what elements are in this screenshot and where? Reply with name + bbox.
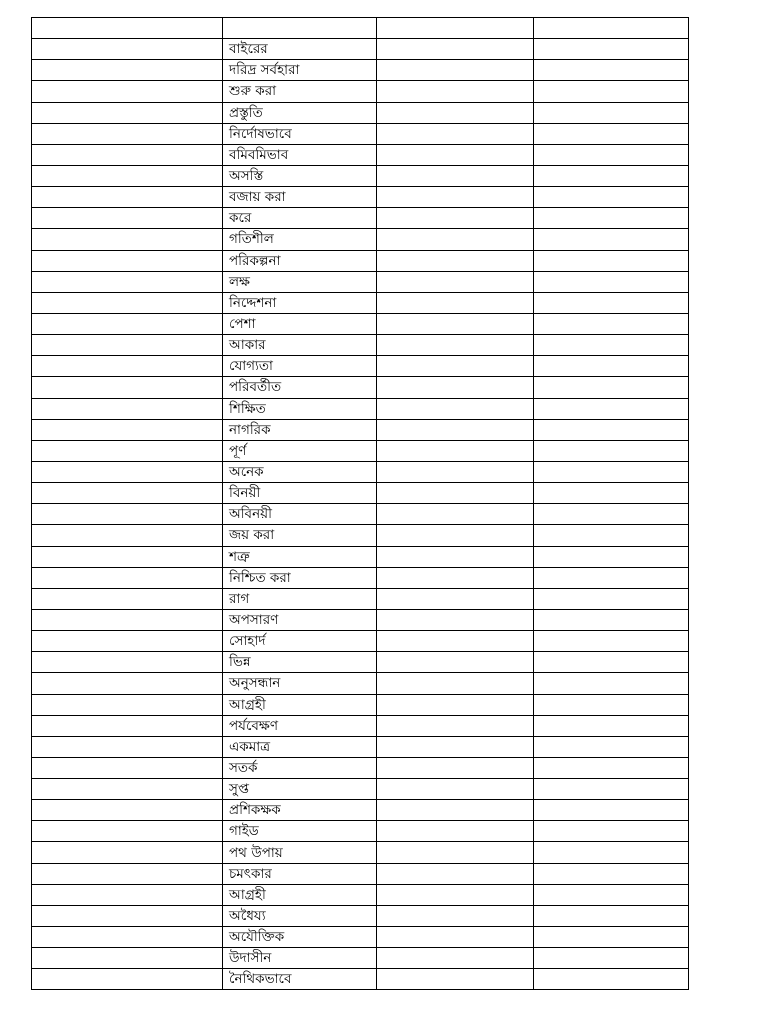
table-row: [32, 313, 689, 334]
table-cell: দরিদ্র সর্বহারা: [223, 60, 377, 81]
table-row: [32, 102, 689, 123]
table-cell: [377, 398, 534, 419]
table-cell: [32, 631, 223, 652]
table-cell: আগ্রহী: [223, 884, 377, 905]
table-cell: [32, 842, 223, 863]
table-cell: [32, 652, 223, 673]
table-cell: [377, 905, 534, 926]
table-cell: [377, 504, 534, 525]
table-cell: [377, 842, 534, 863]
table-cell: [534, 60, 689, 81]
table-row: [32, 715, 689, 736]
table-cell: [377, 948, 534, 969]
table-cell: গাইড: [223, 821, 377, 842]
table-cell: [32, 271, 223, 292]
table-cell: [377, 821, 534, 842]
table-cell: [534, 483, 689, 504]
table-cell: বমিবমিভাব: [223, 144, 377, 165]
table-cell: [32, 229, 223, 250]
table-cell: [32, 546, 223, 567]
table-cell: [534, 81, 689, 102]
table-cell: [534, 969, 689, 990]
table-row: [32, 631, 689, 652]
table-cell: অপসারণ: [223, 609, 377, 630]
table-cell: [534, 39, 689, 60]
table-cell: রাগ: [223, 588, 377, 609]
table-row: [32, 546, 689, 567]
table-cell: [377, 567, 534, 588]
table-cell: [377, 609, 534, 630]
table-cell: [32, 102, 223, 123]
table-cell: [534, 673, 689, 694]
table-cell: [377, 483, 534, 504]
table-cell: [32, 419, 223, 440]
table-cell: [534, 694, 689, 715]
table-cell: [32, 250, 223, 271]
table-cell: [534, 271, 689, 292]
table-cell: [377, 165, 534, 186]
table-row: [32, 187, 689, 208]
table-cell: [534, 842, 689, 863]
table-cell: [32, 483, 223, 504]
table-cell: [32, 60, 223, 81]
table-cell: [32, 673, 223, 694]
table-row: [32, 609, 689, 630]
table-cell: [534, 18, 689, 39]
table-row: [32, 821, 689, 842]
table-cell: [377, 715, 534, 736]
table-cell: [377, 144, 534, 165]
table-cell: পরিবর্তীত: [223, 377, 377, 398]
table-cell: [534, 250, 689, 271]
table-cell: নৈথিকভাবে: [223, 969, 377, 990]
table-row: [32, 779, 689, 800]
table-cell: গতিশীল: [223, 229, 377, 250]
table-cell: [32, 208, 223, 229]
table-cell: [534, 588, 689, 609]
table-cell: [377, 39, 534, 60]
table-cell: [534, 504, 689, 525]
table-cell: নির্দোষভাবে: [223, 123, 377, 144]
table-cell: [32, 948, 223, 969]
table-cell: পূর্ণ: [223, 440, 377, 461]
table-cell: [377, 229, 534, 250]
table-cell: [377, 271, 534, 292]
table-cell: সোহার্দ: [223, 631, 377, 652]
table-row: [32, 567, 689, 588]
table-cell: [377, 292, 534, 313]
table-cell: [32, 377, 223, 398]
table-cell: জয় করা: [223, 525, 377, 546]
table-cell: অবিনয়ী: [223, 504, 377, 525]
table-cell: [377, 884, 534, 905]
table-cell: [534, 123, 689, 144]
table-row: [32, 736, 689, 757]
table-cell: [32, 736, 223, 757]
table-cell: [534, 313, 689, 334]
table-cell: [534, 335, 689, 356]
table-cell: [534, 144, 689, 165]
table-row: [32, 144, 689, 165]
table-cell: আকার: [223, 335, 377, 356]
table-cell: [32, 800, 223, 821]
table-cell: [377, 440, 534, 461]
table-cell: [377, 779, 534, 800]
table-row: [32, 377, 689, 398]
table-cell: [377, 419, 534, 440]
table-row: [32, 39, 689, 60]
table-row: [32, 969, 689, 990]
table-cell: [32, 884, 223, 905]
table-cell: [534, 208, 689, 229]
table-cell: শিক্ষিত: [223, 398, 377, 419]
table-cell: প্রস্তুতি: [223, 102, 377, 123]
table-cell: [534, 757, 689, 778]
table-cell: [377, 18, 534, 39]
table-cell: [32, 18, 223, 39]
table-cell: [377, 102, 534, 123]
table-cell: [377, 969, 534, 990]
table-cell: আগ্রহী: [223, 694, 377, 715]
table-cell: অনেক: [223, 461, 377, 482]
table-cell: [377, 81, 534, 102]
table-cell: [377, 208, 534, 229]
table-cell: পর্যবেক্ষণ: [223, 715, 377, 736]
table-row: [32, 18, 689, 39]
table-cell: [32, 821, 223, 842]
table-cell: [534, 165, 689, 186]
table-cell: [534, 440, 689, 461]
table-cell: [32, 123, 223, 144]
table-cell: নিদ্দেশনা: [223, 292, 377, 313]
table-row: [32, 863, 689, 884]
table-cell: [32, 81, 223, 102]
table-row: [32, 884, 689, 905]
table-cell: [377, 673, 534, 694]
table-cell: [32, 715, 223, 736]
table-cell: নাগরিক: [223, 419, 377, 440]
table-row: [32, 123, 689, 144]
table-row: [32, 504, 689, 525]
table-cell: [534, 525, 689, 546]
table-cell: বাইরের: [223, 39, 377, 60]
table-row: [32, 800, 689, 821]
table-cell: করে: [223, 208, 377, 229]
table-cell: [32, 694, 223, 715]
table-cell: [32, 292, 223, 313]
table-cell: [32, 440, 223, 461]
table-cell: [32, 144, 223, 165]
table-cell: অসস্তি: [223, 165, 377, 186]
table-cell: [534, 905, 689, 926]
table-cell: [534, 800, 689, 821]
table-cell: [32, 356, 223, 377]
table-row: [32, 483, 689, 504]
table-cell: অযৌক্তিক: [223, 927, 377, 948]
table-row: [32, 81, 689, 102]
table-row: [32, 757, 689, 778]
table-cell: [377, 60, 534, 81]
table-row: [32, 842, 689, 863]
table-cell: [534, 779, 689, 800]
table-cell: [534, 715, 689, 736]
table-cell: ভিন্ন: [223, 652, 377, 673]
table-row: [32, 905, 689, 926]
table-body: [32, 18, 689, 990]
table-cell: সুপ্ত: [223, 779, 377, 800]
table-cell: [534, 884, 689, 905]
table-cell: [32, 335, 223, 356]
table-cell: [377, 377, 534, 398]
table-cell: [377, 250, 534, 271]
table-cell: লক্ষ: [223, 271, 377, 292]
table-cell: [534, 102, 689, 123]
table-row: [32, 335, 689, 356]
table-cell: [32, 313, 223, 334]
table-cell: [534, 863, 689, 884]
table-cell: যোগ্যতা: [223, 356, 377, 377]
table-cell: [32, 504, 223, 525]
table-cell: [32, 905, 223, 926]
table-cell: [377, 461, 534, 482]
table-row: [32, 461, 689, 482]
table-row: [32, 165, 689, 186]
table-cell: [377, 313, 534, 334]
table-cell: [32, 779, 223, 800]
table-row: [32, 356, 689, 377]
table-cell: [223, 18, 377, 39]
table-cell: [534, 377, 689, 398]
table-cell: [32, 609, 223, 630]
table-row: [32, 588, 689, 609]
table-cell: [534, 419, 689, 440]
table-cell: পথ উপায়: [223, 842, 377, 863]
table-cell: [32, 165, 223, 186]
table-row: [32, 292, 689, 313]
table-cell: [534, 356, 689, 377]
table-row: [32, 398, 689, 419]
table-cell: [534, 736, 689, 757]
table-cell: [534, 948, 689, 969]
table-cell: [32, 757, 223, 778]
table-cell: [377, 588, 534, 609]
table-cell: বজায় করা: [223, 187, 377, 208]
table-row: [32, 250, 689, 271]
table-cell: [377, 187, 534, 208]
table-cell: শত্রু: [223, 546, 377, 567]
table-cell: [377, 800, 534, 821]
table-cell: বিনয়ী: [223, 483, 377, 504]
table-cell: নিশ্চিত করা: [223, 567, 377, 588]
table-cell: [377, 631, 534, 652]
table-row: [32, 60, 689, 81]
table-cell: [32, 588, 223, 609]
table-row: [32, 652, 689, 673]
table-cell: [32, 567, 223, 588]
table-cell: সতর্ক: [223, 757, 377, 778]
table-cell: পরিকল্পনা: [223, 250, 377, 271]
table-cell: [377, 863, 534, 884]
table-cell: [534, 292, 689, 313]
table-cell: [32, 863, 223, 884]
table-row: [32, 927, 689, 948]
table-cell: [377, 546, 534, 567]
table-cell: [377, 927, 534, 948]
table-cell: [32, 39, 223, 60]
table-row: [32, 948, 689, 969]
table-cell: [32, 927, 223, 948]
table-row: [32, 208, 689, 229]
table-cell: [534, 927, 689, 948]
table-cell: [534, 229, 689, 250]
table-cell: [534, 567, 689, 588]
table-cell: [377, 525, 534, 546]
table-cell: [377, 356, 534, 377]
table-row: [32, 525, 689, 546]
table-cell: [534, 187, 689, 208]
table-cell: চমৎকার: [223, 863, 377, 884]
table-cell: [534, 609, 689, 630]
table-cell: [32, 525, 223, 546]
table-cell: [534, 461, 689, 482]
table-row: [32, 694, 689, 715]
table-cell: একমাত্র: [223, 736, 377, 757]
table-cell: [534, 631, 689, 652]
table-row: [32, 229, 689, 250]
table-cell: [377, 694, 534, 715]
vocabulary-table: [31, 17, 689, 990]
table-cell: পেশা: [223, 313, 377, 334]
table-cell: [32, 398, 223, 419]
table-cell: [377, 123, 534, 144]
table-cell: [377, 652, 534, 673]
table-cell: প্রশিকক্ষক: [223, 800, 377, 821]
table-cell: [377, 736, 534, 757]
table-row: [32, 419, 689, 440]
table-cell: [32, 969, 223, 990]
table-cell: অধৈয্য: [223, 905, 377, 926]
table-cell: উদাসীন: [223, 948, 377, 969]
table-row: [32, 271, 689, 292]
table-cell: [377, 335, 534, 356]
table-cell: [534, 821, 689, 842]
table-row: [32, 440, 689, 461]
table-cell: [534, 652, 689, 673]
table-cell: অনুসন্ধান: [223, 673, 377, 694]
table-cell: [32, 461, 223, 482]
table-row: [32, 673, 689, 694]
table-cell: [32, 187, 223, 208]
table-cell: [534, 398, 689, 419]
table-cell: [377, 757, 534, 778]
table-cell: শুরু করা: [223, 81, 377, 102]
table-cell: [534, 546, 689, 567]
